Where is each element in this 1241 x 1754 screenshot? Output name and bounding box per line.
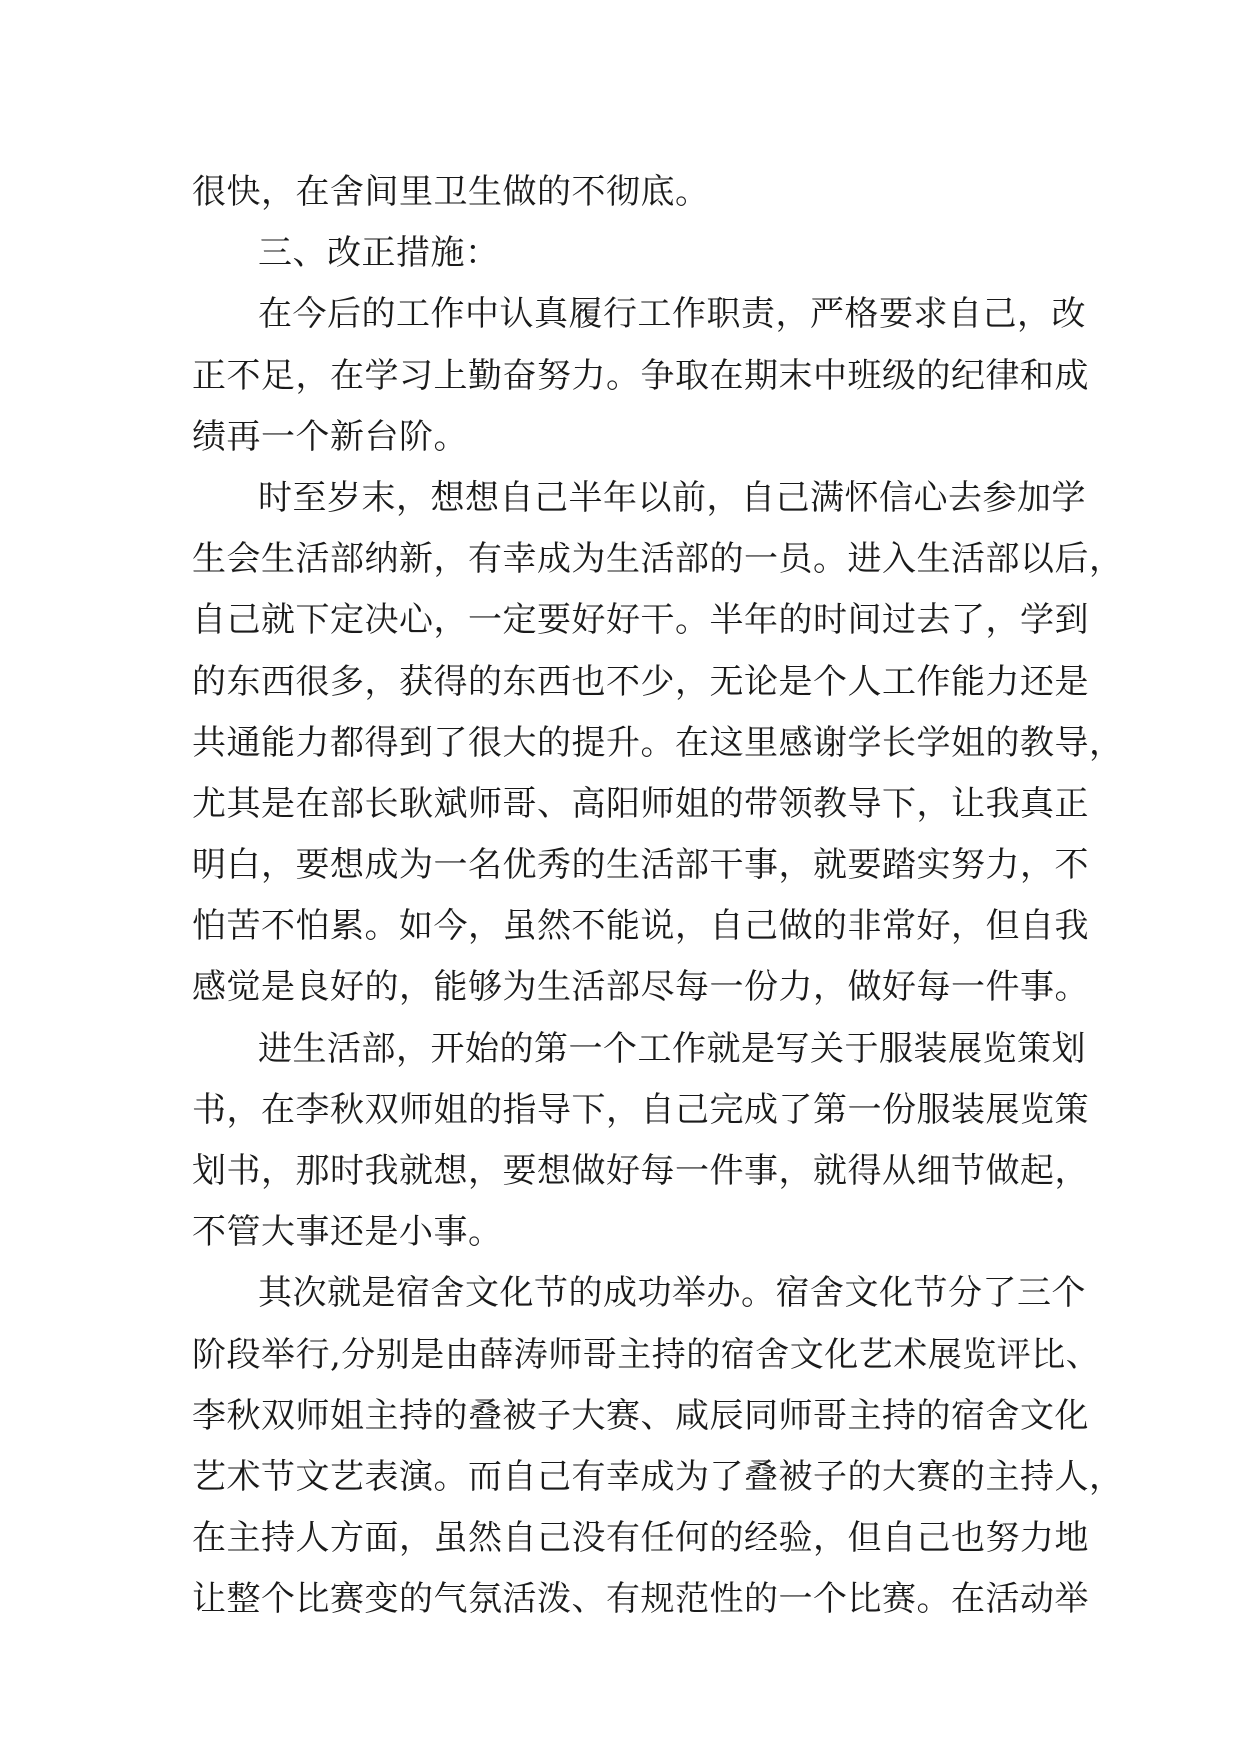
text-line: 尤其是在部长耿斌师哥、高阳师姐的带领教导下，让我真正 bbox=[192, 783, 1089, 824]
text-line: 划书，那时我就想，要想做好每一件事，就得从细节做起， bbox=[192, 1151, 1089, 1191]
text-line: 书，在李秋双师姐的指导下，自己完成了第一份服装展览策 bbox=[192, 1089, 1089, 1130]
text-line: 明白，要想成为一名优秀的生活部干事，就要踏实努力，不 bbox=[192, 845, 1089, 886]
text-line: 在今后的工作中认真履行工作职责，严格要求自己，改 bbox=[258, 294, 1086, 335]
text-line: 不管大事还是小事。 bbox=[192, 1212, 503, 1253]
text-line: 自己就下定决心，一定要好好干。半年的时间过去了，学到 bbox=[192, 600, 1089, 641]
text-line: 三、改正措施： bbox=[258, 233, 500, 274]
text-line: 很快，在舍间里卫生做的不彻底。 bbox=[192, 172, 710, 212]
text-line: 其次就是宿舍文化节的成功举办。宿舍文化节分了三个 bbox=[258, 1273, 1086, 1314]
text-line: 感觉是良好的，能够为生活部尽每一份力，做好每一件事。 bbox=[192, 967, 1089, 1008]
text-line: 时至岁末，想想自己半年以前，自己满怀信心去参加学 bbox=[258, 477, 1086, 518]
text-line: 进生活部，开始的第一个工作就是写关于服装展览策划 bbox=[258, 1028, 1086, 1069]
text-line: 在主持人方面，虽然自己没有任何的经验，但自己也努力地 bbox=[192, 1518, 1089, 1559]
body-text bbox=[192, 162, 1124, 1631]
text-line: 艺术节文艺表演。而自己有幸成为了叠被子的大赛的主持人， bbox=[192, 1456, 1124, 1497]
text-line: 让整个比赛变的气氛活泼、有规范性的一个比赛。在活动举 bbox=[192, 1579, 1089, 1620]
text-line: 生会生活部纳新，有幸成为生活部的一员。进入生活部以后， bbox=[192, 539, 1124, 580]
text-line: 怕苦不怕累。如今，虽然不能说，自己做的非常好，但自我 bbox=[192, 906, 1089, 947]
text-line: 李秋双师姐主持的叠被子大赛、咸辰同师哥主持的宿舍文化 bbox=[192, 1395, 1089, 1436]
text-line: 绩再一个新台阶。 bbox=[192, 416, 468, 457]
text-line: 的东西很多，获得的东西也不少，无论是个人工作能力还是 bbox=[192, 661, 1089, 702]
text-line: 阶段举行,分别是由薛涛师哥主持的宿舍文化艺术展览评比、 bbox=[192, 1334, 1101, 1375]
text-line: 共通能力都得到了很大的提升。在这里感谢学长学姐的教导， bbox=[192, 722, 1124, 763]
text-line: 正不足，在学习上勤奋努力。争取在期末中班级的纪律和成 bbox=[192, 355, 1089, 396]
